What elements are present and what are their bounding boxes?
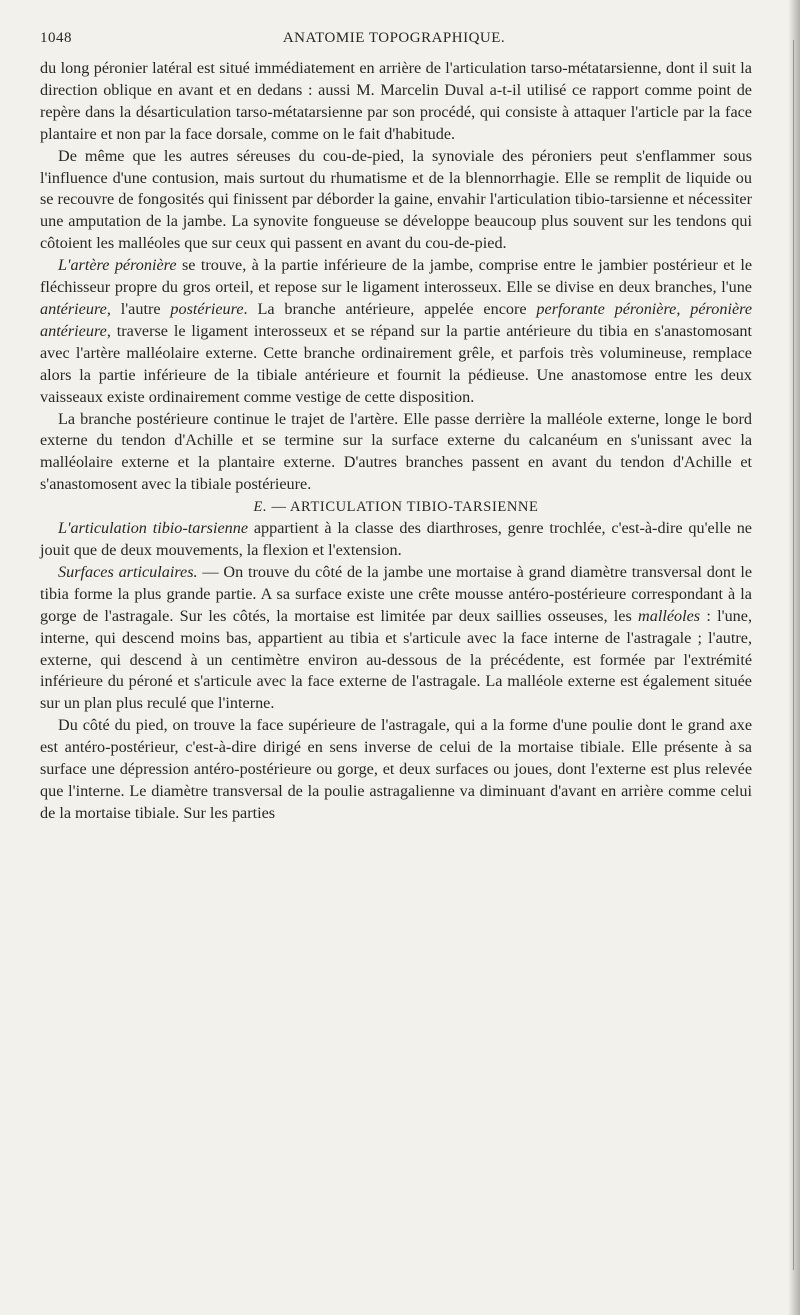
paragraph-2: De même que les autres séreuses du cou-de-pied, la synoviale des péroniers peut s'enflammer sous l'influence d'une contusion, mais surtout du rhumatisme et de la blennorrhagie. Elle se remplit de liquide ou se recouvre de fongosités qui finissent par déborder la gaine, envahir l'articulation tibio-tarsienne et nécessiter une amputation de la jambe. La synovite fongueuse se développe beaucoup plus souvent sur les tendons qui côtoient les malléoles que sur ceux qui passent en avant du cou-de-pied. (40, 146, 752, 253)
term-artere-peroniere: L'artère péronière (58, 256, 177, 275)
term-anterieure: antérieure (40, 299, 107, 318)
section-heading (40, 496, 752, 518)
term-articulation-tibio-tarsienne: L'articulation tibio-tarsienne (58, 519, 249, 538)
section-letter: E. (253, 499, 268, 516)
term-posterieure: postérieure (170, 299, 244, 318)
body-text (40, 58, 752, 825)
term-surfaces-articulaires: Surfaces articulaires. (58, 562, 198, 581)
page-header (40, 30, 748, 54)
paragraph-3: L'artère péronière se trouve, à la partie inférieure de la jambe, comprise entre le jambier postérieur et le fléchisseur propre du gros orteil, et repose sur le ligament interosseux. Elle se divise en deux branches, l'une antérieure, l'autre postérieure. La branche antérieure, appelée encore perforante péronière, péronière antérieure, traverse le ligament interosseux et se répand sur la partie antérieure du tibia en s'anastomosant avec l'artère malléolaire externe. Cette branche ordinairement grêle, et parfois très volumineuse, remplace alors la partie inférieure de la tibiale antérieure et fournit la pédieuse. Une anastomose entre les deux vaisseaux existe ordinairement comme vestige de cette disposition. (40, 256, 753, 406)
paragraph-1: du long péronier latéral est situé immédiatement en arrière de l'articulation tarso-métatarsienne, dont il suit la direction oblique en avant et en dedans : aussi M. Marcelin Duval a-t-il utilisé ce rapport comme point de repère dans la désarticulation tarso-métatarsienne par son procédé, qui consiste à attaquer l'article par la face plantaire et non par la face dorsale, comme on le fait d'habitude. (40, 59, 752, 143)
paragraph-4: La branche postérieure continue le trajet de l'artère. Elle passe derrière la malléole externe, longe le bord externe du tendon d'Achille et se termine sur la surface externe du calcanéum en s'unissant avec la malléolaire externe et la plantaire externe. D'autres branches passent en avant du tendon d'Achille et s'anastomosent avec la tibiale postérieure. (40, 409, 752, 494)
term-malleoles: malléoles (638, 606, 701, 625)
paragraph-6: Surfaces articulaires. — On trouve du côté de la jambe une mortaise à grand diamètre transversal dont le tibia forme la plus grande partie. A sa surface existe une crête mousse antéro-postérieure correspondant à la gorge de l'astragale. Sur les côtés, la mortaise est limitée par deux saillies osseuses, les malléoles : l'une, interne, qui descend moins bas, appartient au tibia et s'articule avec la face interne de l'astragale ; l'autre, externe, qui descend à un centimètre environ au-dessous de la précédente, est formée par l'extrémité inférieure du péroné et s'articule avec la face externe de l'astragale. La malléole externe est également située sur un plan plus reculé que l'interne. (40, 562, 753, 713)
paragraph-5: L'articulation tibio-tarsienne appartient à la classe des diarthroses, genre trochlée, c'est-à-dire qu'elle ne jouit que de deux mouvements, la flexion et l'extension. (40, 519, 752, 560)
page-number: 1048 (40, 30, 72, 46)
section-title: ARTICULATION TIBIO-TARSIENNE (289, 499, 539, 516)
running-title: ANATOMIE TOPOGRAPHIQUE. (282, 30, 506, 46)
page-edge-line (793, 40, 794, 1270)
term-perforante-peroniere: perforante péronière (536, 299, 677, 318)
paragraph-7: Du côté du pied, on trouve la face supérieure de l'astragale, qui a la forme d'une poulie dont le grand axe est antéro-postérieur, c'est-à-dire dirigé en sens inverse de celui de la mortaise tibiale. Elle présente à sa surface une dépression antéro-postérieure ou gorge, et deux surfaces ou joues, dont l'externe est plus relevée que l'interne. Le diamètre transversal de la poulie astragalienne va diminuant d'avant en arrière comme celui de la mortaise tibiale. Sur les parties (40, 716, 752, 822)
term-peroniere-anterieure: péronière antérieure (40, 299, 753, 340)
page-edge-shadow (788, 0, 800, 1315)
section-dash: — (267, 499, 290, 516)
